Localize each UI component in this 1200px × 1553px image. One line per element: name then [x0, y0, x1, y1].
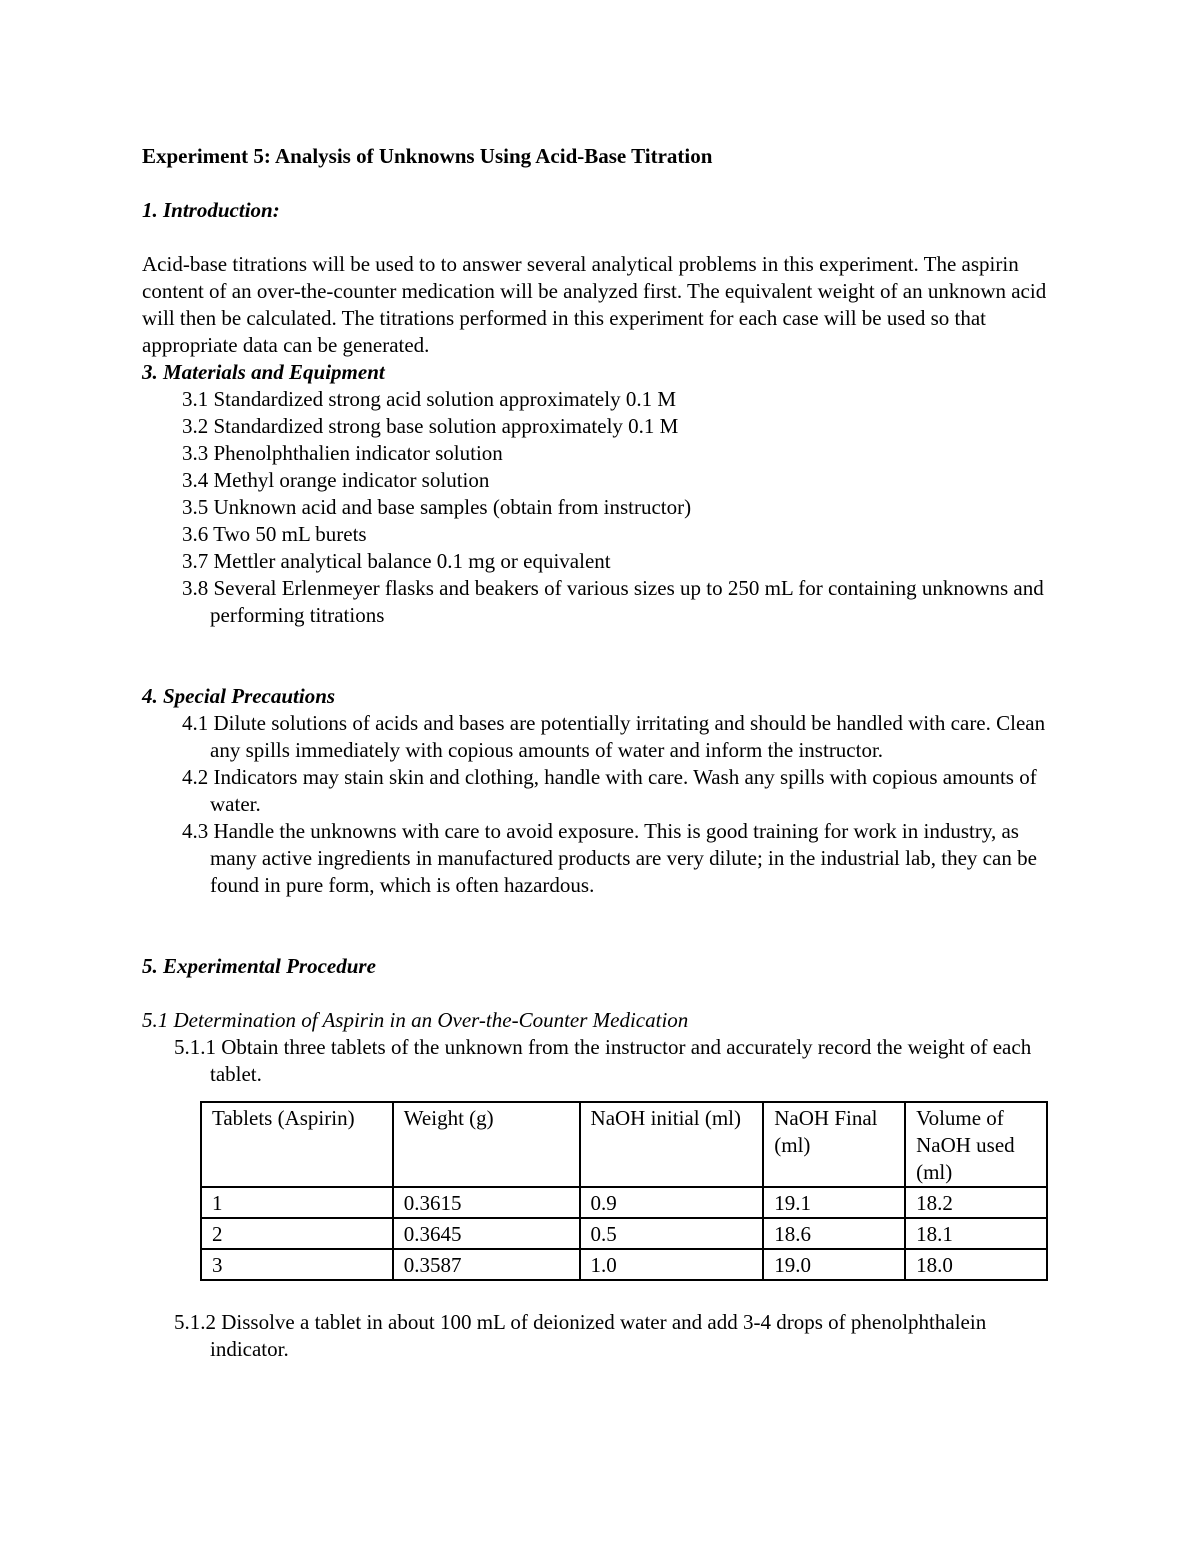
table-cell: 18.1 — [905, 1218, 1047, 1249]
precaution-item: 4.3 Handle the unknowns with care to avoid exposure. This is good training for work in industry, as many active ingredients in manufactured products are very dilute; in the industrial lab, they can be found in pure form, which is often hazardous. — [182, 819, 1037, 897]
table-cell: 1 — [201, 1187, 393, 1218]
procedure-step: 5.1.1 Obtain three tablets of the unknown from the instructor and accurately record the weight of each tablet. — [174, 1035, 1032, 1086]
materials-item: 3.8 Several Erlenmeyer flasks and beakers of various sizes up to 250 mL for containing unknowns and performing titrations — [182, 576, 1044, 627]
table-cell: 0.9 — [580, 1187, 764, 1218]
procedure-step-list — [142, 1309, 1062, 1363]
materials-heading: 3. Materials and Equipment — [142, 360, 385, 384]
table-cell: 0.3615 — [393, 1187, 580, 1218]
table-cell: 3 — [201, 1249, 393, 1280]
table-cell: 0.3645 — [393, 1218, 580, 1249]
materials-item: 3.1 Standardized strong acid solution approximately 0.1 M — [182, 387, 676, 411]
procedure-step-list — [142, 1034, 1062, 1088]
precautions-list — [142, 710, 1062, 899]
precaution-item: 4.1 Dilute solutions of acids and bases are potentially irritating and should be handled with care. Clean any spills immediately with copious amounts of water and inform the instructor. — [182, 711, 1046, 762]
materials-item: 3.2 Standardized strong base solution approximately 0.1 M — [182, 414, 679, 438]
table-header-cell: Tablets (Aspirin) — [201, 1102, 393, 1187]
materials-list — [142, 386, 1062, 629]
table-cell: 18.0 — [905, 1249, 1047, 1280]
table-row — [201, 1218, 1047, 1249]
materials-item: 3.7 Mettler analytical balance 0.1 mg or equivalent — [182, 549, 611, 573]
procedure-step: 5.1.2 Dissolve a tablet in about 100 mL of deionized water and add 3-4 drops of phenolphthalein indicator. — [174, 1310, 987, 1361]
table-cell: 19.1 — [763, 1187, 905, 1218]
materials-item: 3.3 Phenolphthalien indicator solution — [182, 441, 503, 465]
introduction-heading: 1. Introduction: — [142, 198, 280, 222]
table-cell: 19.0 — [763, 1249, 905, 1280]
aspirin-data-table — [200, 1101, 1048, 1281]
procedure-heading: 5. Experimental Procedure — [142, 954, 376, 978]
materials-item: 3.5 Unknown acid and base samples (obtain from instructor) — [182, 495, 692, 519]
table-header-cell: NaOH Final (ml) — [763, 1102, 905, 1187]
precaution-item: 4.2 Indicators may stain skin and clothing, handle with care. Wash any spills with copious amounts of water. — [182, 765, 1037, 816]
materials-item: 3.4 Methyl orange indicator solution — [182, 468, 490, 492]
table-header-cell: NaOH initial (ml) — [580, 1102, 764, 1187]
table-cell: 1.0 — [580, 1249, 764, 1280]
table-cell: 18.6 — [763, 1218, 905, 1249]
document-page — [142, 143, 1062, 1363]
materials-item: 3.6 Two 50 mL burets — [182, 522, 367, 546]
introduction-text: Acid-base titrations will be used to to answer several analytical problems in this experiment. The aspirin content of an over-the-counter medication will be analyzed first. The equivalent weight of an unknown acid will then be calculated. The titrations performed in this experiment for each case will be used so that appropriate data can be generated. — [142, 252, 1047, 357]
precautions-heading: 4. Special Precautions — [142, 684, 336, 708]
table-header-row — [201, 1102, 1047, 1187]
table-cell: 18.2 — [905, 1187, 1047, 1218]
table-header-cell: Weight (g) — [393, 1102, 580, 1187]
procedure-subheading: 5.1 Determination of Aspirin in an Over-the-Counter Medication — [142, 1008, 689, 1032]
document-title: Experiment 5: Analysis of Unknowns Using Acid-Base Titration — [142, 144, 713, 168]
table-header-cell: Volume of NaOH used (ml) — [905, 1102, 1047, 1187]
table-row — [201, 1249, 1047, 1280]
table-cell: 2 — [201, 1218, 393, 1249]
table-cell: 0.5 — [580, 1218, 764, 1249]
table-row — [201, 1187, 1047, 1218]
table-cell: 0.3587 — [393, 1249, 580, 1280]
